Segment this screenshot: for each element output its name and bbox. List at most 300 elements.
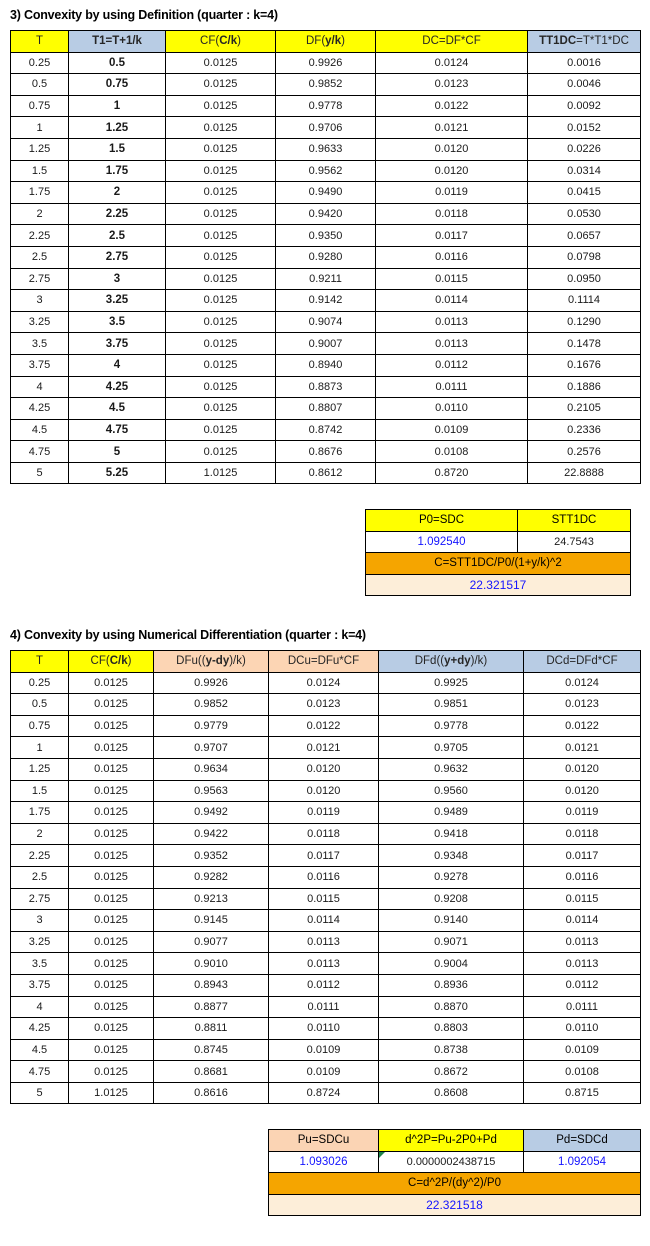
table-cell: 0.8681	[154, 1061, 269, 1083]
table-cell: 0.9563	[154, 780, 269, 802]
table-cell: 0.0111	[376, 376, 528, 398]
table-cell: 2	[11, 203, 69, 225]
table-cell: 4.5	[69, 398, 166, 420]
table-cell: 0.9707	[154, 737, 269, 759]
table-cell: 0.2336	[528, 419, 641, 441]
table-cell: 1.0125	[69, 1082, 154, 1104]
table-cell: 0.0121	[376, 117, 528, 139]
table-cell: 0.0109	[524, 1039, 641, 1061]
table-cell: 0.0112	[376, 354, 528, 376]
table-cell: 0.8936	[379, 974, 524, 996]
header-text: T	[35, 35, 44, 48]
table-cell: 0.0119	[269, 802, 379, 824]
table-cell: 0.1114	[528, 290, 641, 312]
table-cell: 0.8811	[154, 1018, 269, 1040]
header-text: T	[35, 655, 44, 668]
table-cell: 0.0125	[69, 758, 154, 780]
table-cell: 0.9926	[276, 52, 376, 74]
d2p-value	[379, 1151, 524, 1173]
table-cell: 0.0125	[166, 376, 276, 398]
table-cell: 0.9852	[276, 74, 376, 96]
table-cell: 0.0016	[528, 52, 641, 74]
table-cell: 0.0125	[166, 290, 276, 312]
table-cell: 0.0125	[69, 866, 154, 888]
table-cell: 0.9560	[379, 780, 524, 802]
table-cell: 3.75	[11, 974, 69, 996]
table2-body	[11, 672, 641, 1104]
table-cell: 0.0125	[69, 737, 154, 759]
table-cell: 0.8608	[379, 1082, 524, 1104]
table-cell: 4.75	[69, 419, 166, 441]
table-cell: 3.5	[11, 953, 69, 975]
col-header-df: DF(y/k)	[276, 31, 376, 53]
convexity-numerical-table	[10, 650, 641, 1104]
table-row	[11, 398, 641, 420]
header-text: DCd=DFd*CF	[546, 655, 618, 668]
table-row	[11, 419, 641, 441]
table-header-row	[11, 651, 641, 673]
table-cell: 0.9422	[154, 823, 269, 845]
table-cell: 0.0117	[524, 845, 641, 867]
table-cell: 0.0112	[269, 974, 379, 996]
p0-label: P0=SDC	[366, 510, 518, 532]
table-row	[11, 823, 641, 845]
header-text: DCu=DFu*CF	[287, 655, 360, 668]
table-cell: 0.75	[11, 95, 69, 117]
table-cell: 0.0118	[269, 823, 379, 845]
table-cell: 0.8672	[379, 1061, 524, 1083]
table-row	[11, 974, 641, 996]
d2p-label: d^2P=Pu-2P0+Pd	[379, 1130, 524, 1152]
table-cell: 1.5	[69, 138, 166, 160]
table-cell: 2.5	[11, 866, 69, 888]
table-cell: 0.0111	[524, 996, 641, 1018]
table-row	[11, 52, 641, 74]
table-cell: 0.9418	[379, 823, 524, 845]
table-cell: 0.5	[69, 52, 166, 74]
table-cell: 1.5	[11, 780, 69, 802]
col-header-tt1dc: TT1DC=T*T1*DC	[528, 31, 641, 53]
table-cell: 1.25	[69, 117, 166, 139]
table-cell: 3.5	[69, 311, 166, 333]
table-cell: 1	[11, 737, 69, 759]
table-cell: 0.0122	[269, 715, 379, 737]
table-cell: 0.8745	[154, 1039, 269, 1061]
table-cell: 0.8877	[154, 996, 269, 1018]
table-cell: 0.9490	[276, 182, 376, 204]
table-cell: 1.25	[11, 138, 69, 160]
table-cell: 0.0125	[69, 823, 154, 845]
table-cell: 0.0125	[166, 203, 276, 225]
table-cell: 2.5	[11, 246, 69, 268]
pu-value: 1.093026	[269, 1151, 379, 1173]
table-cell: 4.25	[11, 1018, 69, 1040]
table-cell: 0.2105	[528, 398, 641, 420]
col-header-dfd: DFd((y+dy)/k)	[379, 651, 524, 673]
table-cell: 0.1290	[528, 311, 641, 333]
table-cell: 0.9489	[379, 802, 524, 824]
table-cell: 3	[69, 268, 166, 290]
table-row	[11, 354, 641, 376]
table-cell: 2.25	[11, 225, 69, 247]
table-cell: 4.75	[11, 441, 69, 463]
table-row	[11, 376, 641, 398]
table-cell: 3.25	[11, 311, 69, 333]
table-row	[11, 74, 641, 96]
table-cell: 0.8870	[379, 996, 524, 1018]
table-cell: 0.0125	[166, 441, 276, 463]
table-row	[11, 225, 641, 247]
table-cell: 0.0125	[166, 333, 276, 355]
table-cell: 0.9492	[154, 802, 269, 824]
table-cell: 1.75	[11, 182, 69, 204]
table-cell: 0.9705	[379, 737, 524, 759]
table-cell: 0.0118	[524, 823, 641, 845]
section-2-title: 4) Convexity by using Numerical Differentiation (quarter : k=4)	[10, 628, 366, 642]
convexity-formula: C=STT1DC/P0/(1+y/k)^2	[366, 553, 631, 575]
pd-value: 1.092054	[524, 1151, 641, 1173]
table-cell: 0.0950	[528, 268, 641, 290]
table-cell: 4	[11, 376, 69, 398]
table-cell: 0.0113	[269, 953, 379, 975]
table-cell: 0.9010	[154, 953, 269, 975]
table-cell: 0.0120	[376, 138, 528, 160]
table-row	[11, 246, 641, 268]
table-cell: 0.9632	[379, 758, 524, 780]
table-cell: 0.0120	[269, 780, 379, 802]
table-row	[11, 737, 641, 759]
section-2-summary	[268, 1129, 641, 1216]
table-cell: 0.9852	[154, 694, 269, 716]
table-row	[11, 441, 641, 463]
table-cell: 5	[11, 462, 69, 484]
table-cell: 0.0125	[69, 780, 154, 802]
table-cell: 0.0125	[166, 182, 276, 204]
table-cell: 0.0113	[269, 931, 379, 953]
col-header-t	[11, 31, 69, 53]
table-row	[11, 888, 641, 910]
table-cell: 4	[11, 996, 69, 1018]
table-cell: 3	[11, 910, 69, 932]
table-cell: 0.0125	[166, 311, 276, 333]
table-cell: 0.0110	[524, 1018, 641, 1040]
table-cell: 0.0657	[528, 225, 641, 247]
convexity-definition-table	[10, 30, 641, 484]
convexity-result: 22.321517	[366, 574, 631, 596]
table-row	[11, 333, 641, 355]
table-cell: 0.0121	[269, 737, 379, 759]
table-cell: 3.75	[69, 333, 166, 355]
col-header-t	[11, 651, 69, 673]
table-row	[11, 95, 641, 117]
table-cell: 0.8803	[379, 1018, 524, 1040]
table-cell: 0.9071	[379, 931, 524, 953]
table-cell: 0.0124	[269, 672, 379, 694]
table-row	[11, 996, 641, 1018]
table-cell: 0.9851	[379, 694, 524, 716]
table-cell: 0.9213	[154, 888, 269, 910]
table-cell: 2.75	[11, 268, 69, 290]
col-header-cf: CF(C/k)	[166, 31, 276, 53]
table-cell: 4.25	[11, 398, 69, 420]
table-cell: 0.9350	[276, 225, 376, 247]
stt1dc-label: STT1DC	[518, 510, 631, 532]
error-flag-icon	[379, 1152, 385, 1158]
table-cell: 0.0111	[269, 996, 379, 1018]
table-cell: 1	[11, 117, 69, 139]
table-cell: 0.8738	[379, 1039, 524, 1061]
table-cell: 0.75	[69, 74, 166, 96]
table-cell: 0.0125	[69, 672, 154, 694]
table-cell: 0.0115	[269, 888, 379, 910]
stt1dc-value: 24.7543	[518, 531, 631, 553]
table-cell: 0.9077	[154, 931, 269, 953]
table-cell: 0.8943	[154, 974, 269, 996]
table-cell: 3.25	[69, 290, 166, 312]
table-cell: 0.0125	[166, 268, 276, 290]
table-cell: 0.1676	[528, 354, 641, 376]
table-cell: 0.9633	[276, 138, 376, 160]
table-cell: 0.8940	[276, 354, 376, 376]
table-cell: 0.8724	[269, 1082, 379, 1104]
table-cell: 0.0125	[69, 1061, 154, 1083]
table-row	[11, 780, 641, 802]
pu-label: Pu=SDCu	[269, 1130, 379, 1152]
table-cell: 4.25	[69, 376, 166, 398]
table-row	[11, 866, 641, 888]
table-cell: 0.8807	[276, 398, 376, 420]
table-row	[11, 758, 641, 780]
table-cell: 0.0124	[524, 672, 641, 694]
table-cell: 2	[11, 823, 69, 845]
table-cell: 0.9778	[379, 715, 524, 737]
table-row	[11, 290, 641, 312]
table-cell: 0.0125	[166, 354, 276, 376]
summary-result-row	[269, 1194, 641, 1216]
table-cell: 2.75	[69, 246, 166, 268]
col-header-dfu: DFu((y-dy)/k)	[154, 651, 269, 673]
table-cell: 0.0125	[69, 996, 154, 1018]
table-cell: 0.0125	[166, 52, 276, 74]
table-cell: 1.75	[69, 160, 166, 182]
table-cell: 4.75	[11, 1061, 69, 1083]
table1-body	[11, 52, 641, 484]
table-row	[11, 931, 641, 953]
table-cell: 0.8720	[376, 462, 528, 484]
table-cell: 0.9004	[379, 953, 524, 975]
table-cell: 0.0110	[269, 1018, 379, 1040]
table-cell: 0.0125	[69, 845, 154, 867]
table-cell: 0.0113	[524, 953, 641, 975]
summary-value-row	[269, 1151, 641, 1173]
table-row	[11, 802, 641, 824]
section-1-summary	[365, 509, 631, 596]
table-cell: 0.9282	[154, 866, 269, 888]
table-cell: 22.8888	[528, 462, 641, 484]
table-cell: 0.0152	[528, 117, 641, 139]
table-cell: 0.0125	[69, 888, 154, 910]
table-row	[11, 910, 641, 932]
col-header-dcd	[524, 651, 641, 673]
table-cell: 4	[69, 354, 166, 376]
table-cell: 0.0123	[376, 74, 528, 96]
table-cell: 0.0117	[376, 225, 528, 247]
table-row	[11, 1018, 641, 1040]
section-1-title: 3) Convexity by using Definition (quarter : k=4)	[10, 8, 278, 22]
table-cell: 0.0113	[376, 311, 528, 333]
table-cell: 0.0125	[69, 931, 154, 953]
table-cell: 0.9278	[379, 866, 524, 888]
table-cell: 0.0122	[376, 95, 528, 117]
table-cell: 0.0125	[69, 953, 154, 975]
table-cell: 0.0125	[166, 117, 276, 139]
table-cell: 0.9778	[276, 95, 376, 117]
table-cell: 2.25	[11, 845, 69, 867]
table-cell: 0.9208	[379, 888, 524, 910]
table-cell: 0.9706	[276, 117, 376, 139]
table-cell: 1.25	[11, 758, 69, 780]
table-cell: 0.0109	[269, 1061, 379, 1083]
table-cell: 0.0092	[528, 95, 641, 117]
table-cell: 0.0530	[528, 203, 641, 225]
header-text: DC=DF*CF	[422, 35, 481, 48]
table-cell: 0.0116	[524, 866, 641, 888]
table-cell: 0.0116	[376, 246, 528, 268]
table-cell: 0.0113	[376, 333, 528, 355]
table-cell: 0.0121	[524, 737, 641, 759]
p0-value: 1.092540	[366, 531, 518, 553]
table-cell: 0.0116	[269, 866, 379, 888]
table-cell: 0.0125	[166, 419, 276, 441]
table-cell: 0.0314	[528, 160, 641, 182]
table-cell: 0.0114	[524, 910, 641, 932]
table-cell: 0.0114	[269, 910, 379, 932]
col-header-cf: CF(C/k)	[69, 651, 154, 673]
table-cell: 0.0120	[269, 758, 379, 780]
table-cell: 0.25	[11, 672, 69, 694]
table-cell: 1.0125	[166, 462, 276, 484]
table-cell: 0.0123	[524, 694, 641, 716]
table-cell: 0.9211	[276, 268, 376, 290]
table-cell: 0.0125	[69, 910, 154, 932]
table-cell: 0.0046	[528, 74, 641, 96]
table-cell: 0.9348	[379, 845, 524, 867]
table-cell: 5	[69, 441, 166, 463]
table-cell: 0.0113	[524, 931, 641, 953]
table-cell: 0.8676	[276, 441, 376, 463]
table-cell: 0.9926	[154, 672, 269, 694]
convexity-formula: C=d^2P/(dy^2)/P0	[269, 1173, 641, 1195]
table-cell: 0.0125	[166, 246, 276, 268]
table-cell: 0.1478	[528, 333, 641, 355]
table-row	[11, 1082, 641, 1104]
table-cell: 2	[69, 182, 166, 204]
table-cell: 0.2576	[528, 441, 641, 463]
table-cell: 0.0125	[166, 95, 276, 117]
table-cell: 3	[11, 290, 69, 312]
table-cell: 0.9634	[154, 758, 269, 780]
table-cell: 0.8873	[276, 376, 376, 398]
table-cell: 3.25	[11, 931, 69, 953]
table-cell: 0.5	[11, 694, 69, 716]
table-cell: 0.0125	[69, 802, 154, 824]
table-cell: 0.8715	[524, 1082, 641, 1104]
pd-label: Pd=SDCd	[524, 1130, 641, 1152]
table-row	[11, 1039, 641, 1061]
table-cell: 0.9074	[276, 311, 376, 333]
table-cell: 0.0125	[166, 225, 276, 247]
table-cell: 0.1886	[528, 376, 641, 398]
table-row	[11, 672, 641, 694]
table-cell: 3.75	[11, 354, 69, 376]
table-cell: 0.0112	[524, 974, 641, 996]
table-cell: 0.0115	[524, 888, 641, 910]
table-cell: 0.9779	[154, 715, 269, 737]
table-cell: 1	[69, 95, 166, 117]
table-cell: 0.9925	[379, 672, 524, 694]
table-cell: 0.0125	[166, 138, 276, 160]
header-text: T1=T+1/k	[92, 35, 142, 48]
table-cell: 4.5	[11, 1039, 69, 1061]
table-cell: 3.5	[11, 333, 69, 355]
table-cell: 1.5	[11, 160, 69, 182]
table-row	[11, 1061, 641, 1083]
table-cell: 0.0108	[376, 441, 528, 463]
table-cell: 0.0125	[69, 974, 154, 996]
table-cell: 4.5	[11, 419, 69, 441]
table-row	[11, 694, 641, 716]
table-cell: 0.0125	[69, 694, 154, 716]
table-cell: 0.0117	[269, 845, 379, 867]
table-cell: 0.0415	[528, 182, 641, 204]
table-cell: 0.0110	[376, 398, 528, 420]
convexity-result: 22.321518	[269, 1194, 641, 1216]
table-cell: 0.9142	[276, 290, 376, 312]
table-cell: 0.0798	[528, 246, 641, 268]
table-cell: 0.8612	[276, 462, 376, 484]
table-cell: 0.75	[11, 715, 69, 737]
table-cell: 0.0125	[69, 715, 154, 737]
table-header-row	[11, 31, 641, 53]
table-cell: 1.75	[11, 802, 69, 824]
table-row	[11, 182, 641, 204]
table-cell: 5	[11, 1082, 69, 1104]
table-cell: 0.0125	[166, 398, 276, 420]
table-cell: 0.0120	[524, 780, 641, 802]
table-row	[11, 160, 641, 182]
table-cell: 0.9420	[276, 203, 376, 225]
table-cell: 0.0120	[524, 758, 641, 780]
table-cell: 0.9140	[379, 910, 524, 932]
table-cell: 0.0124	[376, 52, 528, 74]
table-cell: 0.9352	[154, 845, 269, 867]
table-cell: 2.25	[69, 203, 166, 225]
col-header-t1	[69, 31, 166, 53]
table-cell: 0.0125	[69, 1039, 154, 1061]
table-cell: 0.9007	[276, 333, 376, 355]
table-cell: 0.0125	[69, 1018, 154, 1040]
table-cell: 0.8616	[154, 1082, 269, 1104]
summary-label-row	[269, 1130, 641, 1152]
summary-value-row	[366, 531, 631, 553]
table-cell: 0.0108	[524, 1061, 641, 1083]
table-cell: 0.5	[11, 74, 69, 96]
col-header-dcu	[269, 651, 379, 673]
table-cell: 5.25	[69, 462, 166, 484]
d2p-value-text: 0.0000002438715	[406, 1155, 496, 1168]
summary-formula-row	[366, 553, 631, 575]
table-row	[11, 268, 641, 290]
